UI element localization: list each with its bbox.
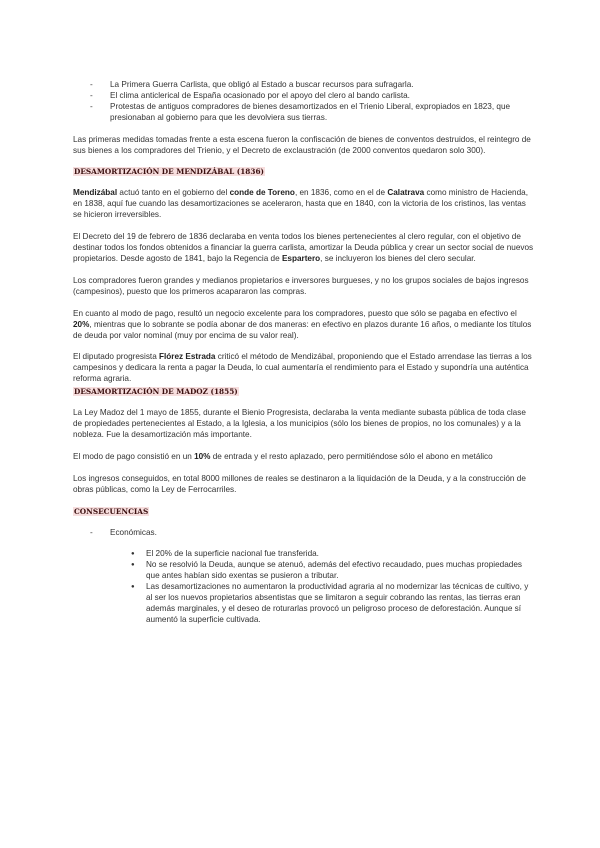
cause-item: - La Primera Guerra Carlista, que obligó al Estado a buscar recursos para sufragarla.	[73, 80, 535, 91]
mendizabal-heading	[73, 167, 535, 177]
text-run: El modo de pago consistió en un	[73, 451, 195, 461]
text-run: El diputado progresista	[73, 352, 160, 362]
text-run: , en 1836, como en el de	[294, 188, 388, 198]
bold-20-percent: 20%	[73, 319, 90, 329]
text-run: criticó el método de Mendizábal, proponiendo que el Estado arrendase las tierras a los campesinos y dedicara la renta a pagar la Deuda, lo cual aumentaría el rendimiento para el Estado y supondría una auténtica reforma agraria.	[73, 352, 532, 384]
consequence-item: ● No se resolvió la Deuda, aunque se atenuó, además del efectivo recaudado, pues muchas propiedades que antes habían sido exentas se pusieron a tributar.	[73, 560, 535, 582]
mendizabal-heading-text: DESAMORTIZACIÓN DE MENDIZÁBAL (1836)	[74, 167, 264, 177]
bold-calatrava: Calatrava	[387, 188, 425, 198]
text-run: , mientras que lo sobrante se podía abonar de dos maneras: en efectivo en plazos durante 16 años, o mediante los títulos de deuda por valor nominal (muy por encima de su valor real).	[73, 319, 532, 340]
causes-list	[73, 80, 535, 124]
bold-10-percent: 10%	[194, 451, 211, 461]
consequence-item: ● El 20% de la superficie nacional fue transferida.	[73, 549, 535, 560]
mendizabal-paragraph-5	[73, 352, 535, 385]
economic-consequences-list	[73, 549, 535, 625]
first-measures-paragraph: Las primeras medidas tomadas frente a esta escena fueron la confiscación de bienes de conventos destruidos, el reintegro de sus bienes a los compradores del Trienio, y el Decreto de exclaustración (de 2000 conventos quedaron solo 300).	[73, 134, 531, 155]
bold-florez-estrada: Flórez Estrada	[159, 352, 216, 362]
mendizabal-paragraph-4	[73, 309, 535, 342]
consequences-heading-text: CONSECUENCIAS	[74, 506, 149, 516]
bold-toreno: conde de Toreno	[229, 188, 295, 198]
text-run: de entrada y el resto aplazado, pero permitiéndose sólo el abono en metálico	[210, 451, 493, 461]
madoz-heading-text: DESAMORTIZACIÓN DE MADOZ (1855)	[74, 387, 238, 397]
consequence-item: ● Las desamortizaciones no aumentaron la productividad agraria al no modernizar las técnicas de cultivo, y al ser los nuevos propietarios absentistas que se limitaron a seguir cobrando las rentas, las tierras eran además marginales, y el deseo de roturarlas provocó un peligroso proceso de deforestación. Aunque sí aumentó la superficie cultivada.	[73, 582, 535, 626]
page-content	[73, 80, 535, 626]
mendizabal-paragraph-1	[73, 188, 535, 221]
bold-mendizabal: Mendizábal	[73, 188, 118, 198]
mendizabal-paragraph-3: Los compradores fueron grandes y medianos propietarios e inversores burgueses, y no los grupos sociales de bajos ingresos (campesinos), puesto que los primeros acapararon las compras.	[73, 275, 529, 296]
mendizabal-paragraph-2	[73, 232, 535, 265]
consequence-category: - Económicas.	[73, 528, 535, 539]
madoz-paragraph-2	[73, 452, 535, 463]
text-run: actuó tanto en el gobierno del	[117, 188, 230, 198]
madoz-paragraph-3: Los ingresos conseguidos, en total 8000 millones de reales se destinaron a la liquidación de la Deuda, y a la construcción de obras públicas, como la Ley de Ferrocarriles.	[73, 473, 526, 494]
madoz-paragraph-1: La Ley Madoz del 1 mayo de 1855, durante el Bienio Progresista, declaraba la venta mediante subasta pública de toda clase de propiedades pertenecientes al Estado, a la Iglesia, a los municipios (sólo los bienes de propios, no los comunales) y a la nobleza. Fue la desamortización más importante.	[73, 408, 526, 439]
consequences-sublist	[73, 528, 535, 539]
cause-item: - El clima anticlerical de España ocasionado por el apoyo del clero al bando carlista.	[73, 91, 535, 102]
bold-espartero: Espartero	[281, 253, 321, 263]
consequences-heading	[73, 507, 535, 517]
madoz-heading	[73, 387, 535, 397]
text-run: En cuanto al modo de pago, resultó un negocio excelente para los compradores, puesto que sólo se pagaba en efectivo el	[73, 308, 517, 318]
text-run: El Decreto del 19 de febrero de 1836 declaraba en venta todos los bienes pertenecientes al clero regular, con el objetivo de destinar todos los fondos obtenidos a financiar la guerra carlista, amortizar la Deuda pública y crear un sector social de nuevos propietarios. Desde agosto de 1841, bajo la Regencia de	[73, 232, 534, 263]
text-run: como ministro de Hacienda, en 1838, aquí fue cuando las desamortizaciones se aceleraron, hasta que en 1840, con la victoria de los cristinos, las ventas se hicieron irreversibles.	[73, 188, 528, 220]
text-run: , se incluyeron los bienes del clero secular.	[320, 253, 476, 263]
cause-item: - Protestas de antiguos compradores de bienes desamortizados en el Trienio Liberal, expropiados en 1823, que presionaban al gobierno para que les devolviera sus tierras.	[73, 102, 535, 124]
